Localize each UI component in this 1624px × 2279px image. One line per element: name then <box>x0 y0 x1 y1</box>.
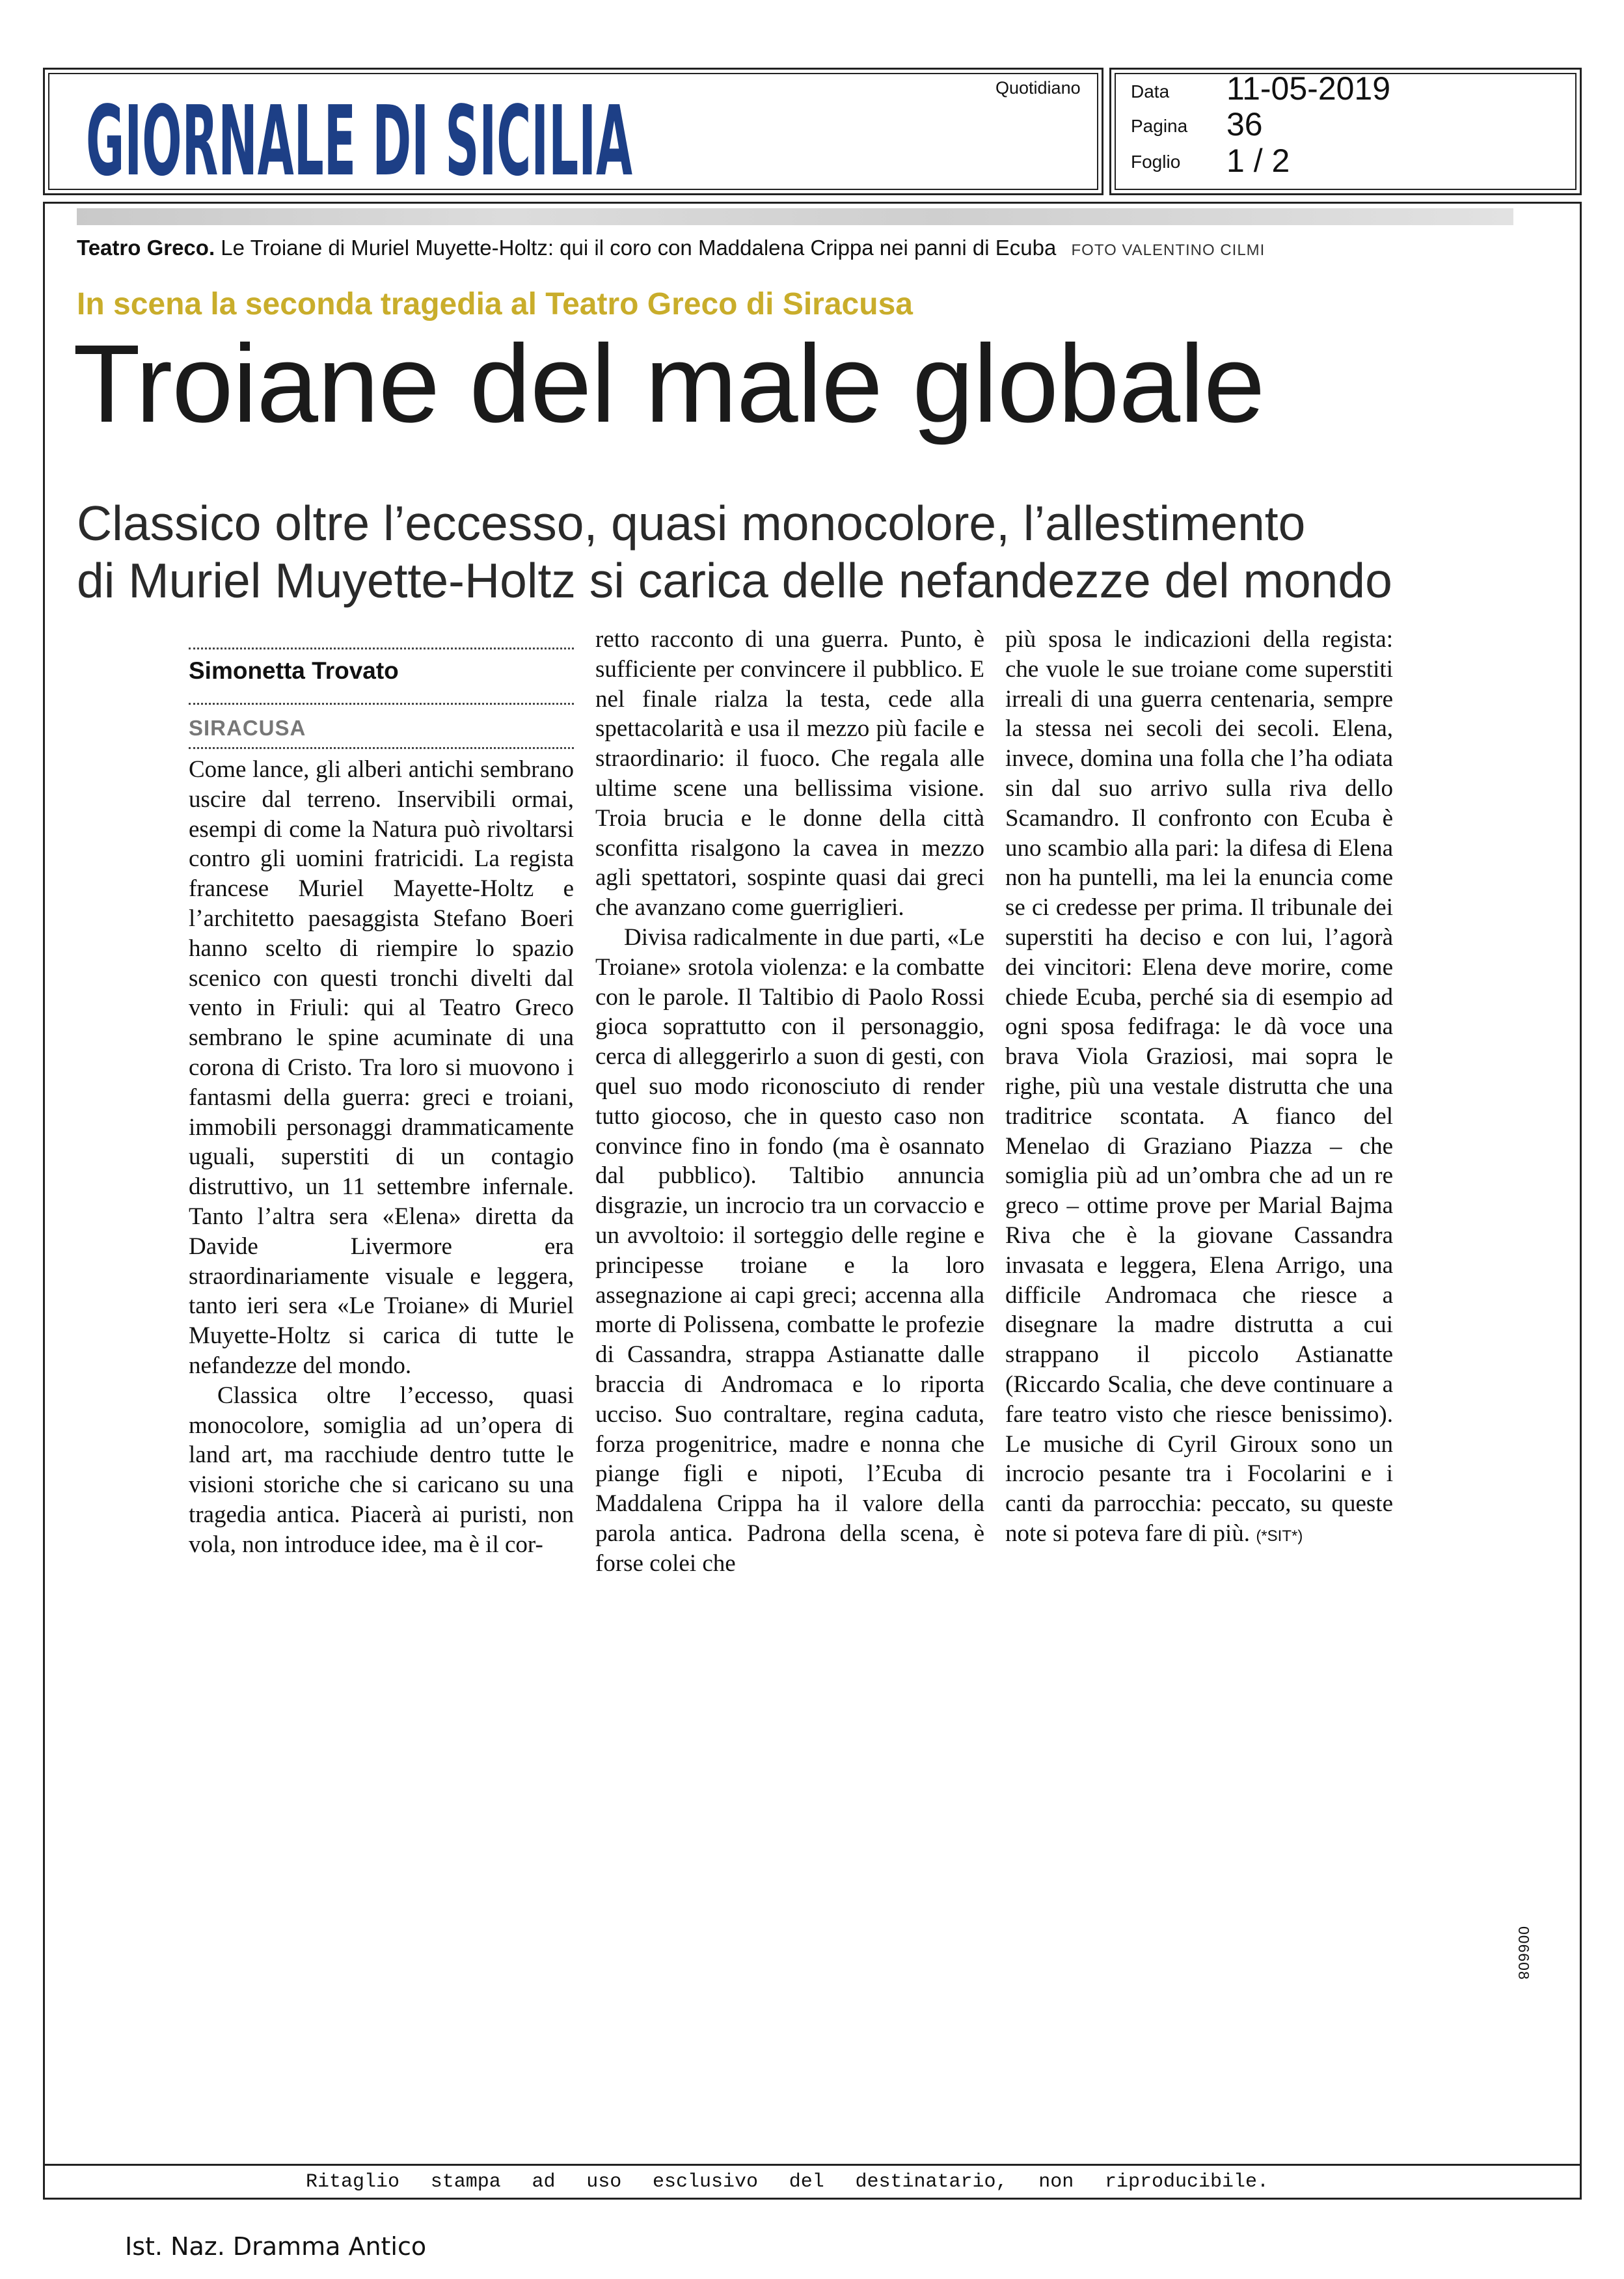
byline-rule-top <box>189 648 574 649</box>
photo-caption <box>77 236 1265 260</box>
dateline-rule <box>189 747 574 749</box>
subhead-line-2: di Muriel Muyette-Holtz si carica delle nefandezze del mondo <box>77 553 1392 608</box>
paragraph: Come lance, gli alberi antichi sembrano uscire dal terreno. Inservibili ormai, esempi di come la Natura può rivoltarsi contro gli uomini fratricidi. La regista francese Muriel Mayette-Holtz e l’architetto paesaggista Stefano Boeri hanno scelto di riempire lo spazio scenico con questi tronchi divelti dal vento in Friuli: qui al Teatro Greco sembrano le spine acuminate di una corona di Cristo. Tra loro si muovono i fantasmi della guerra: greci e troiani, immobili personaggi drammaticamente uguali, superstiti di un contagio distruttivo, un 11 settembre infernale. Tanto l’altra sera «Elena» diretta da Davide Livermore era straordinariamente visuale e leggera, tanto ieri sera «Le Troiane» di Muriel Muyette-Holtz si carica di tutte le nefandezze del mondo. <box>189 756 574 1379</box>
institution-name: Ist. Naz. Dramma Antico <box>125 2232 427 2261</box>
caption-lead: Teatro Greco. <box>77 236 215 260</box>
article-column-3 <box>1005 625 1393 1551</box>
paragraph: Classica oltre l’eccesso, quasi monocolore, somiglia ad un’opera di land art, ma racchiude dentro tutte le visioni storiche che si caricano su una tragedia antica. Piacerà ai puristi, non vola, non introduce idee, ma è il cor- <box>189 1382 574 1558</box>
subhead-line-1: Classico oltre l’eccesso, quasi monocolore, l’allestimento <box>77 496 1306 551</box>
footer-rule <box>43 2164 1582 2166</box>
notice-word: non <box>1038 2171 1074 2193</box>
article-column-2 <box>595 625 984 1579</box>
paragraph: retto racconto di una guerra. Punto, è sufficiente per convincere il pubblico. E nel finale rialza la testa, cede alla spettacolarità e usa il mezzo più facile e straordinario: il fuoco. Che regala alle ultime scene una bellissima visione. Troia brucia e le donne della città sconfitta risalgono la cavea in mezzo agli spettatori, sospinte quasi dai greci che avanzano come guerriglieri. <box>595 626 984 921</box>
notice-word: stampa <box>430 2171 501 2193</box>
paragraph: Divisa radicalmente in due parti, «Le Troiane» srotola violenza: e la combatte con le parole. Il Taltibio di Paolo Rossi gioca soprattutto con il personaggio, cerca di alleggerirlo a suon di gesti, con quel suo modo riconosciuto di render tutto giocoso, che in questo caso non convince fino in fondo (ma è osannato dal pubblico). Taltibio annuncia disgrazie, un incrocio tra un corvaccio e un avvoltoio: il sorteggio delle regine e principesse troiane e la loro assegnazione ai capi greci; accenna alla morte di Polissena, combatte le profezie di Cassandra, strappa Astianatte dalle braccia di Andromaca e lo riporta ucciso. Suo contraltare, regina caduta, forza progenitrice, madre e nonna che piange figli e nipoti, l’Ecuba di Maddalena Crippa ha il valore della parola antica. Padrona della scena, è forse colei che <box>595 923 984 1577</box>
photo-credit: FOTO VALENTINO CILMI <box>1071 241 1265 259</box>
article-column-1 <box>189 755 574 1560</box>
caption-text: Le Troiane di Muriel Muyette-Holtz: qui il coro con Maddalena Crippa nei panni di Ecuba <box>221 236 1057 260</box>
date-label: Data <box>1131 81 1170 102</box>
article-author: Simonetta Trovato <box>189 657 399 684</box>
notice-word: Ritaglio <box>306 2171 400 2193</box>
notice-word: ad <box>532 2171 556 2193</box>
date-value: 11-05-2019 <box>1226 70 1391 107</box>
article-dateline: SIRACUSA <box>189 716 306 740</box>
notice-word: uso <box>586 2171 622 2193</box>
publication-type: Quotidiano <box>995 78 1081 98</box>
author-signature: (*SIT*) <box>1256 1527 1303 1545</box>
sheet-label: Foglio <box>1131 152 1181 172</box>
reproduction-notice <box>306 2171 1269 2193</box>
notice-word: riproducibile. <box>1104 2171 1269 2193</box>
paragraph <box>1005 625 1393 1551</box>
article-kicker: In scena la seconda tragedia al Teatro Greco di Siracusa <box>77 287 913 321</box>
notice-word: esclusivo <box>652 2171 758 2193</box>
page-value: 36 <box>1226 106 1263 143</box>
newspaper-logo <box>86 83 632 187</box>
paragraph-text: più sposa le indicazioni della regista: che vuole le sue troiane come superstiti irreali di una guerra centenaria, sempre la stessa nei secoli dei secoli. Elena, invece, domina una folla che l’ha odiata sin dal suo arrivo sulla riva dello Scamandro. Il confronto con Ecuba è uno scambio alla pari: la difesa di Elena non ha puntelli, ma lei la enuncia come se ci credesse per prima. Il tribunale dei superstiti ha deciso e con lui, l’agorà dei vincitori: Elena deve morire, come chiede Ecuba, perché sia di esempio ad ogni sposa fedifraga: le dà voce una brava Viola Graziosi, mai sopra le righe, più una vestale distrutta che una traditrice scontata. A fianco del Menelao di Graziano Piazza – che somiglia più ad un’ombra che ad un re greco – ottime prove per Marial Bajma Riva che è la giovane Cassandra invasata e leggera, Elena Arrigo, una difficile Andromaca che riesce a disegnare la madre distrutta a cui strappano il piccolo Astianatte (Riccardo Scalia, che deve continuare a fare teatro visto che riesce benissimo). Le musiche di Cyril Giroux sono un incrocio pesante tra i Focolarini e i canti da parrocchia: peccato, su queste note si poteva fare di più. <box>1005 626 1393 1547</box>
article-headline: Troiane del male globale <box>73 322 1265 446</box>
byline-rule-bottom <box>189 703 574 705</box>
photo-strip <box>77 208 1513 225</box>
page-label: Pagina <box>1131 116 1188 136</box>
svg-text:GIORNALE DI SICILIA: GIORNALE DI SICILIA <box>86 85 632 187</box>
archive-code: 006608 <box>1515 1926 1532 1980</box>
notice-word: del <box>789 2171 824 2193</box>
sheet-value: 1 / 2 <box>1226 143 1290 179</box>
notice-word: destinatario, <box>855 2171 1008 2193</box>
article-subhead <box>77 495 1392 609</box>
